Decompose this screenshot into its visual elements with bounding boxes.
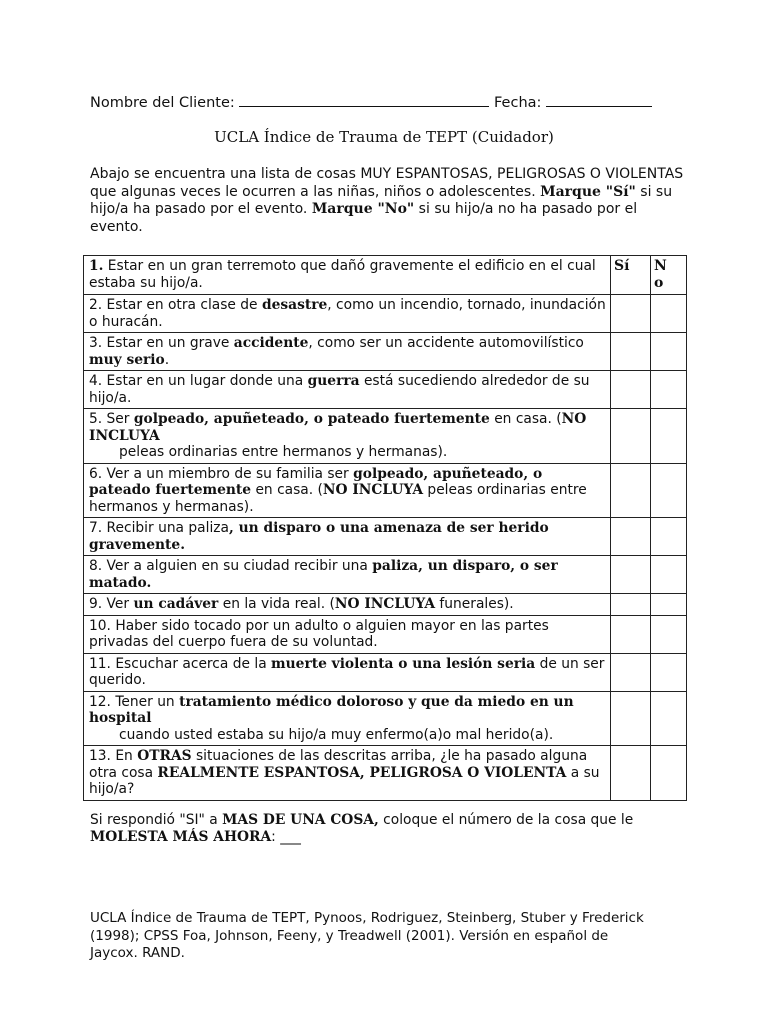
instructions — [90, 166, 690, 236]
client-name-field[interactable] — [239, 92, 489, 107]
page-title: UCLA Índice de Trauma de TEPT (Cuidador) — [214, 128, 554, 146]
table-row — [84, 409, 687, 464]
item-5: 5. Ser golpeado, apuñeteado, o pateado fuertemente en casa. (NO INCLUYA peleas ordinarias entre hermanos y hermanas). — [84, 409, 611, 464]
no-checkbox-cell[interactable] — [651, 409, 687, 464]
instructions-text: si su hijo/a no ha pasado por el evento. — [90, 201, 638, 235]
no-checkbox-cell[interactable] — [651, 518, 687, 556]
table-row — [84, 653, 687, 691]
no-checkbox-cell[interactable] — [651, 691, 687, 746]
instructions-text: si su hijo/a ha pasado por el evento. — [90, 183, 673, 217]
most-bothering-answer-field[interactable]: : ___ — [271, 829, 301, 845]
no-checkbox-cell[interactable] — [651, 746, 687, 801]
item-8: 8. Ver a alguien en su ciudad recibir una paliza, un disparo, o ser matado. — [84, 556, 611, 594]
yes-checkbox-cell[interactable] — [611, 594, 651, 616]
date-label: Fecha: — [494, 95, 542, 111]
no-checkbox-cell[interactable] — [651, 333, 687, 371]
table-row — [84, 691, 687, 746]
table-row — [84, 256, 687, 295]
table-row — [84, 463, 687, 518]
table-row — [84, 594, 687, 616]
no-column-header — [651, 256, 687, 295]
item-1 — [84, 256, 611, 295]
yes-checkbox-cell[interactable] — [611, 333, 651, 371]
yes-checkbox-cell[interactable] — [611, 295, 651, 333]
yes-checkbox-cell[interactable] — [611, 653, 651, 691]
no-checkbox-cell[interactable] — [651, 463, 687, 518]
table-row — [84, 295, 687, 333]
item-9: 9. Ver un cadáver en la vida real. (NO INCLUYA funerales). — [84, 594, 611, 616]
no-checkbox-cell[interactable] — [651, 556, 687, 594]
table-row — [84, 518, 687, 556]
yes-checkbox-cell[interactable] — [611, 518, 651, 556]
trauma-items-table — [83, 255, 687, 801]
item-11: 11. Escuchar acerca de la muerte violenta o una lesión seria de un ser querido. — [84, 653, 611, 691]
no-checkbox-cell[interactable] — [651, 295, 687, 333]
table-row — [84, 615, 687, 653]
table-row — [84, 333, 687, 371]
mark-yes-instruction: Marque "Sí" — [540, 183, 636, 200]
yes-column-header: Sí — [611, 256, 651, 295]
item-12: 12. Tener un tratamiento médico doloroso y que da miedo en un hospital cuando usted estaba su hijo/a muy enfermo(a)o mal herido(a). — [84, 691, 611, 746]
no-checkbox-cell[interactable] — [651, 594, 687, 616]
no-header-part: N — [654, 258, 667, 274]
item-4: 4. Estar en un lugar donde una guerra está sucediendo alrededor de su hijo/a. — [84, 371, 611, 409]
item-13: 13. En OTRAS situaciones de las descritas arriba, ¿le ha pasado alguna otra cosa REALMENTE ESPANTOSA, PELIGROSA O VIOLENTA a su hijo/a? — [84, 746, 611, 801]
item-2: 2. Estar en otra clase de desastre, como un incendio, tornado, inundación o huracán. — [84, 295, 611, 333]
yes-checkbox-cell[interactable] — [611, 463, 651, 518]
citation: UCLA Índice de Trauma de TEPT, Pynoos, Rodriguez, Steinberg, Stuber y Frederick (1998); CPSS Foa, Johnson, Feeny, y Treadwell (2001). Versión en español de Jaycox. RAND. — [90, 910, 644, 961]
no-checkbox-cell[interactable] — [651, 371, 687, 409]
table-row — [84, 746, 687, 801]
date-field[interactable] — [546, 92, 652, 107]
no-header-part: o — [654, 275, 664, 291]
yes-checkbox-cell[interactable] — [611, 691, 651, 746]
item-text: Estar en un gran terremoto que dañó gravemente el edificio en el cual estaba su hijo/a. — [89, 258, 596, 291]
instructions-text: Abajo se encuentra una lista de cosas MUY ESPANTOSAS, PELIGROSAS O VIOLENTAS que algunas veces le ocurren a las niñas, niños o adolescentes. — [90, 166, 684, 200]
yes-checkbox-cell[interactable] — [611, 615, 651, 653]
no-checkbox-cell[interactable] — [651, 615, 687, 653]
mark-no-instruction: Marque "No" — [311, 201, 415, 217]
item-number: 1. — [89, 258, 104, 274]
table-row — [84, 371, 687, 409]
yes-checkbox-cell[interactable] — [611, 371, 651, 409]
no-checkbox-cell[interactable] — [651, 653, 687, 691]
item-3: 3. Estar en un grave accidente, como ser un accidente automovilístico muy serio. — [84, 333, 611, 371]
yes-checkbox-cell[interactable] — [611, 746, 651, 801]
yes-checkbox-cell[interactable] — [611, 556, 651, 594]
item-7: 7. Recibir una paliza, un disparo o una amenaza de ser herido gravemente. — [84, 518, 611, 556]
item-10: 10. Haber sido tocado por un adulto o alguien mayor en las partes privadas del cuerpo fuera de su voluntad. — [84, 615, 611, 653]
client-name-label: Nombre del Cliente: — [90, 95, 235, 111]
yes-checkbox-cell[interactable] — [611, 409, 651, 464]
table-row — [84, 556, 687, 594]
item-6: 6. Ver a un miembro de su familia ser golpeado, apuñeteado, o pateado fuertemente en casa. (NO INCLUYA peleas ordinarias entre hermanos y hermanas). — [84, 463, 611, 518]
follow-up-question: Si respondió "SI" a MAS DE UNA COSA, coloque el número de la cosa que le MOLESTA MÁS AHORA: ___ — [90, 812, 634, 845]
client-date-line — [90, 92, 652, 111]
